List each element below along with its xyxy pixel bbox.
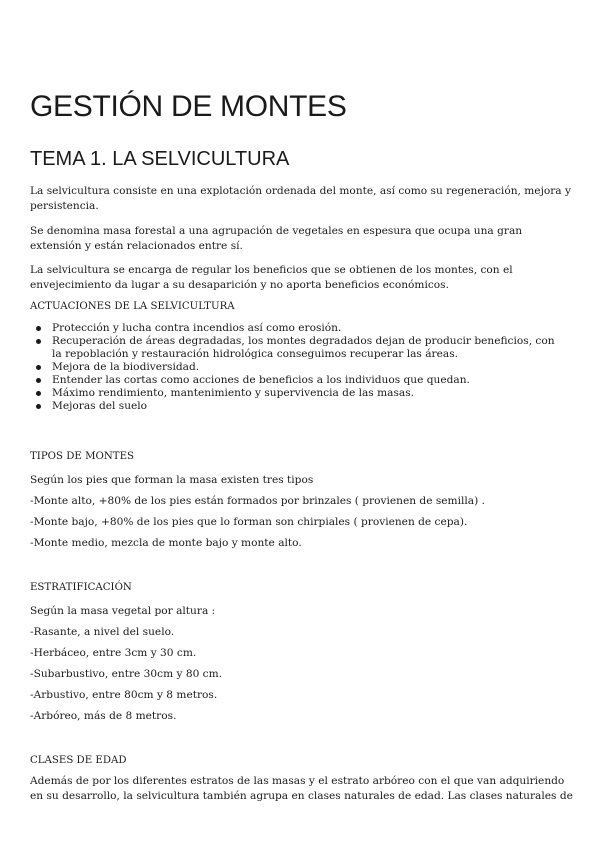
spacer [30,727,575,753]
list-item-text: Mejoras del suelo [52,400,148,412]
list-item [30,400,575,413]
estratificacion-intro: Según la masa vegetal por altura : [30,605,216,617]
actuaciones-list [30,322,575,413]
bullet-icon [36,378,41,383]
estratificacion-line: -Subarbustivo, entre 30cm y 80 cm. [30,668,223,680]
paragraph-masa-forestal: Se denomina masa forestal a una agrupación de vegetales en espesura que ocupa una gran extensión y están relacionados entre sí. [30,225,523,252]
estratificacion-line: -Arbóreo, más de 8 metros. [30,710,177,722]
estratificacion-line: -Arbustivo, entre 80cm y 8 metros. [30,689,218,701]
tipos-line: -Monte medio, mezcla de monte bajo y monte alto. [30,537,302,549]
list-item-text: Protección y lucha contra incendios así como erosión. [52,322,342,334]
bullet-icon [36,326,41,331]
list-item [30,335,575,361]
paragraph-beneficios: La selvicultura se encarga de regular los beneficios que se obtienen de los montes, con el envejecimiento da lugar a su desaparición y no aporta beneficios económicos. [30,264,513,291]
bullet-icon [36,339,41,344]
bullet-icon [36,404,41,409]
paragraph-definition: La selvicultura consiste en una explotación ordenada del monte, así como su regeneración, mejora y persistencia. [30,185,571,212]
estratificacion-line: -Rasante, a nivel del suelo. [30,626,175,638]
estratificacion-line: -Herbáceo, entre 3cm y 30 cm. [30,647,197,659]
section-heading-tipos: TIPOS DE MONTES [30,451,134,462]
document-body [30,184,575,804]
document-subtitle: TEMA 1. LA SELVICULTURA [30,148,290,170]
document-title: GESTIÓN DE MONTES [30,90,347,123]
list-item-text: Entender las cortas como acciones de beneficios a los individuos que quedan. [52,374,470,386]
list-item-text: Recuperación de áreas degradadas, los montes degradados dejan de producir beneficios, con la repoblación y restauración hidrológica conseguimos recuperar las áreas. [52,335,555,360]
section-heading-clases: CLASES DE EDAD [30,755,127,766]
list-item [30,387,575,400]
section-heading-actuaciones: ACTUACIONES DE LA SELVICULTURA [30,301,235,312]
spacer [30,554,575,580]
list-item-text: Mejora de la biodiversidad. [52,361,200,373]
list-item [30,374,575,387]
tipos-line: -Monte bajo, +80% de los pies que lo forman son chirpiales ( provienen de cepa). [30,516,468,528]
bullet-icon [36,391,41,396]
bullet-icon [36,365,41,370]
spacer [30,413,575,449]
tipos-intro: Según los pies que forman la masa existen tres tipos [30,474,314,486]
tipos-line: -Monte alto, +80% de los pies están formados por brinzales ( provienen de semilla) . [30,495,485,507]
list-item [30,322,575,335]
clases-paragraph: Además de por los diferentes estratos de las masas y el estrato arbóreo con el que van adquiriendo en su desarrollo, la selvicultura también agrupa en clases naturales de edad. Las clases naturales de [30,775,573,802]
section-heading-estratificacion: ESTRATIFICACIÓN [30,582,132,593]
list-item-text: Máximo rendimiento, mantenimiento y supervivencia de las masas. [52,387,415,399]
list-item [30,361,575,374]
